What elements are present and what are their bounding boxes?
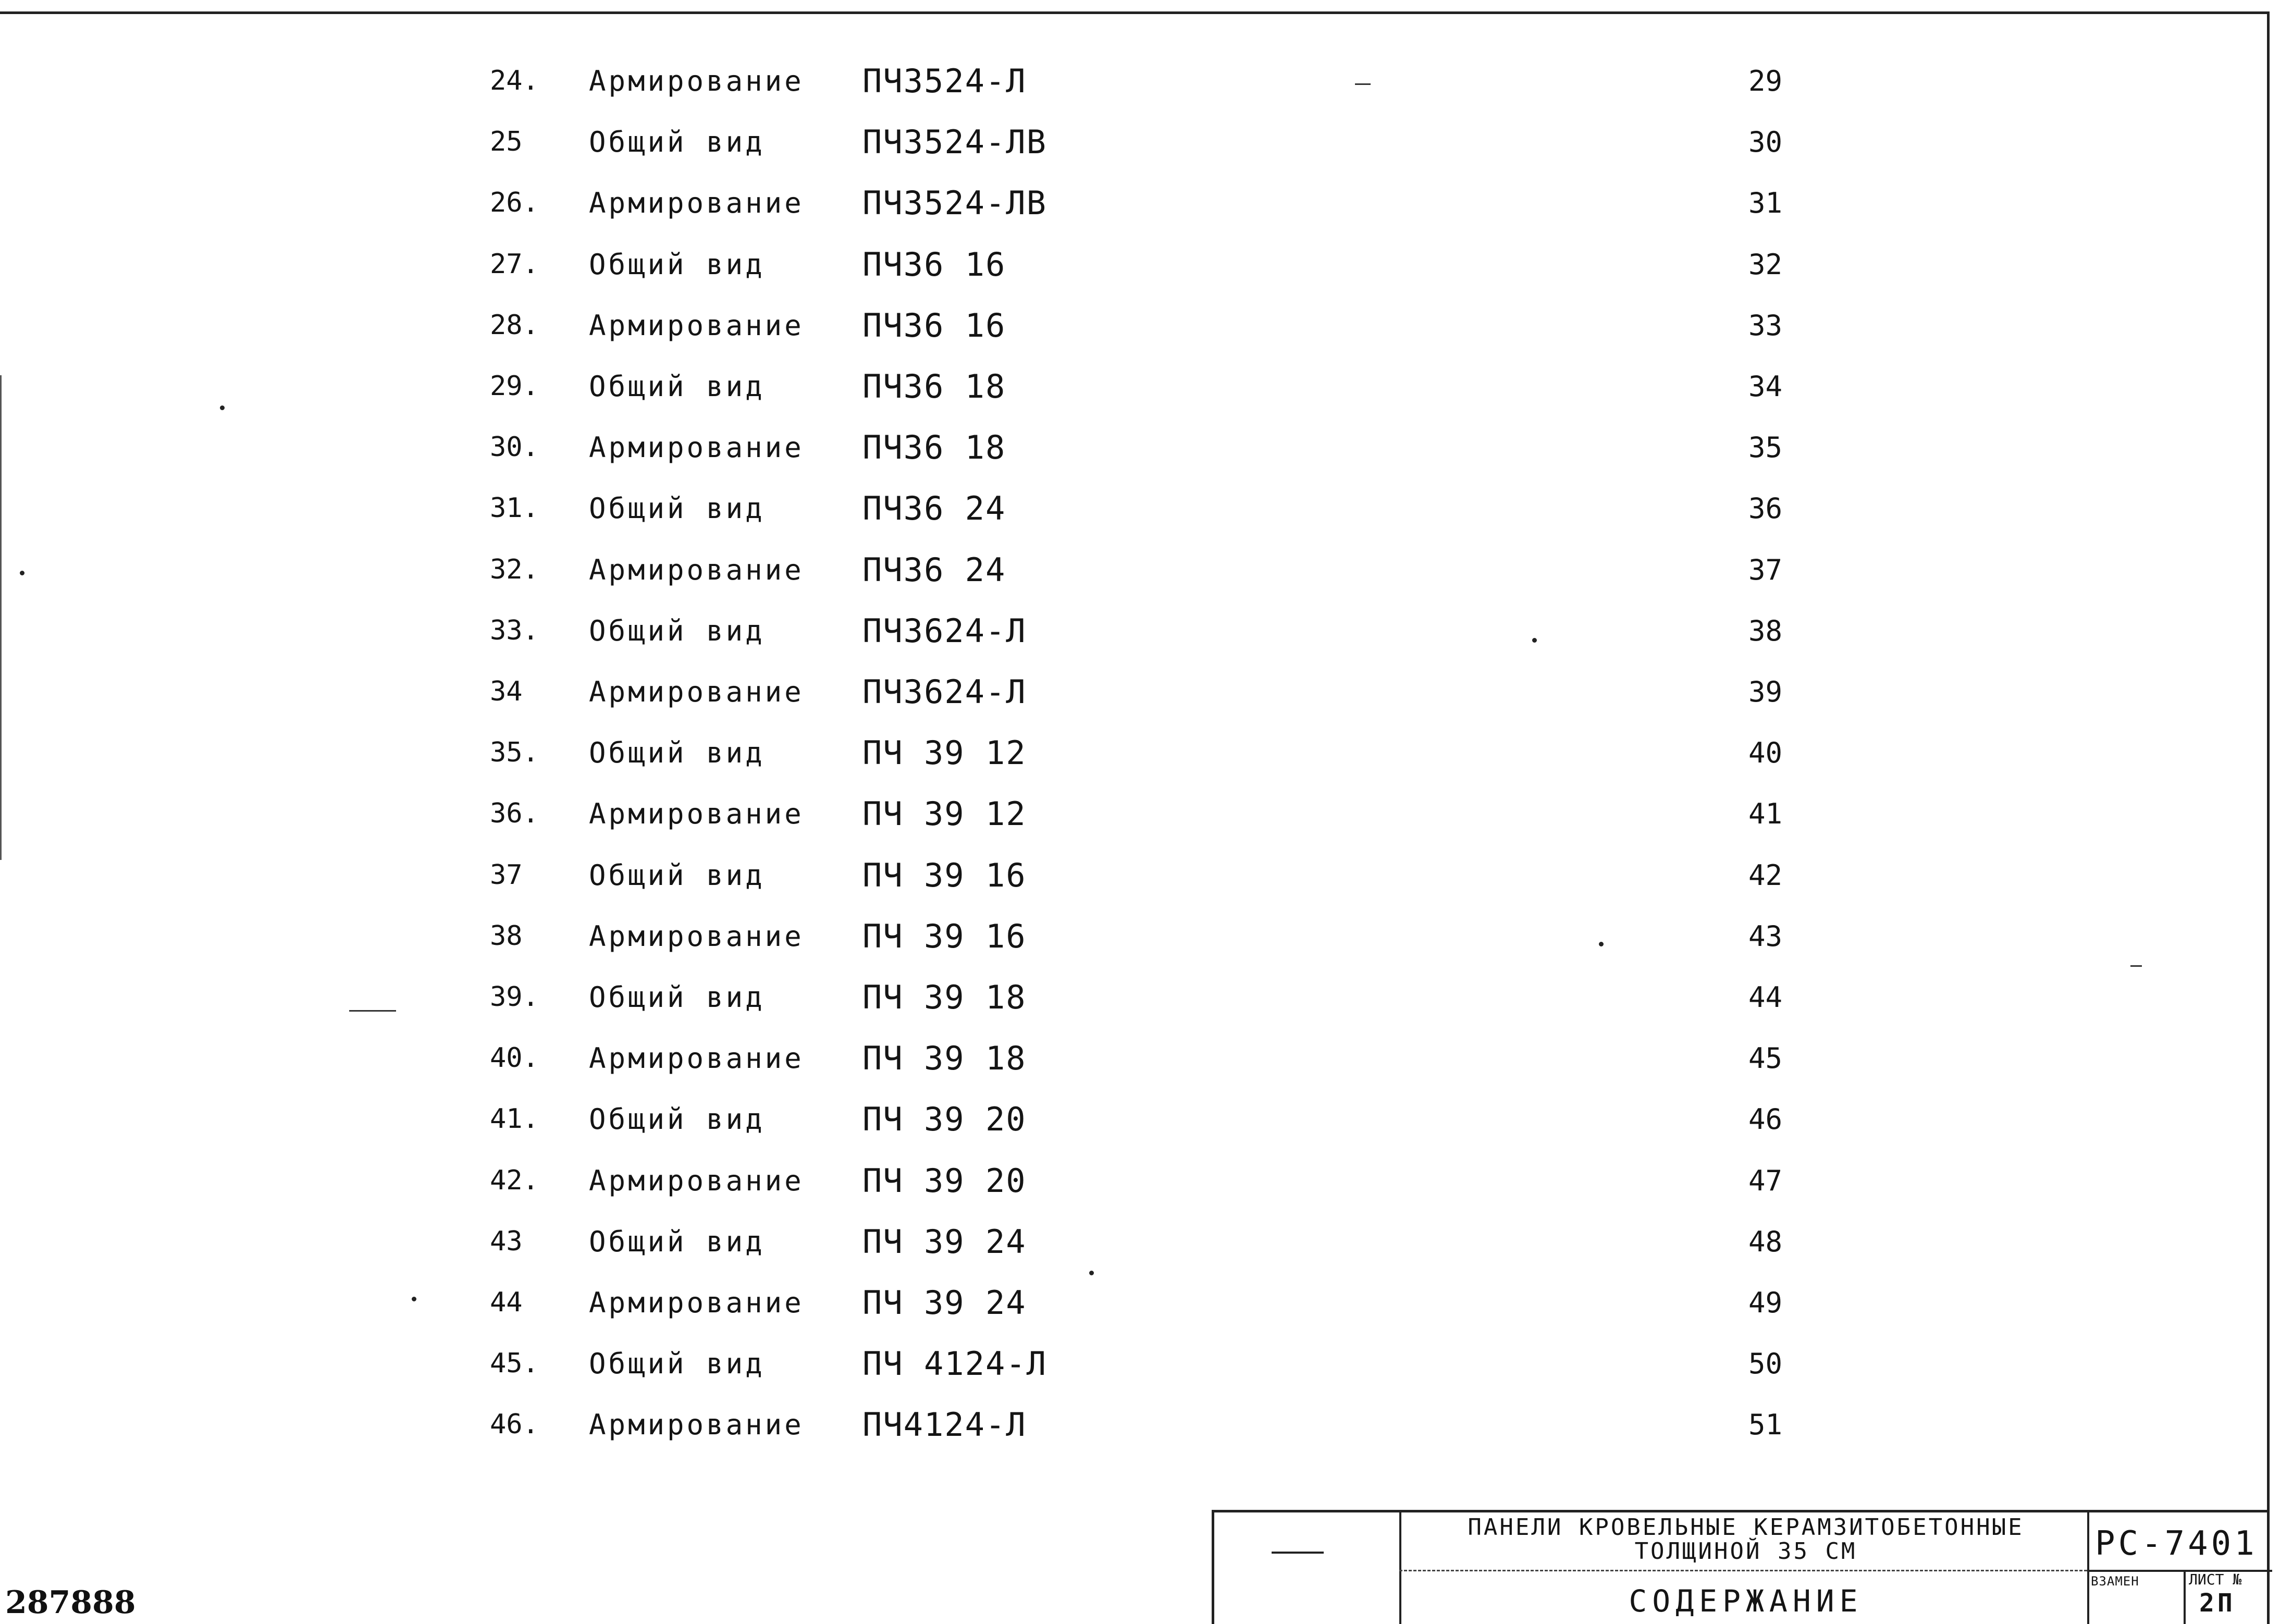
toc-item-title: Армирование xyxy=(589,187,804,219)
toc-item-title: Армирование xyxy=(589,797,804,830)
toc-item-mark: ПЧ36 18 xyxy=(862,367,1006,405)
toc-item-page: 50 xyxy=(1748,1347,1783,1380)
toc-item-page: 48 xyxy=(1748,1225,1783,1258)
title-block-dash xyxy=(1272,1552,1324,1554)
toc-item-page: 40 xyxy=(1748,736,1783,769)
toc-item-mark: ПЧ 39 12 xyxy=(862,734,1027,772)
toc-item-page: 38 xyxy=(1748,614,1783,647)
toc-item-number: 28. xyxy=(490,310,539,341)
toc-row xyxy=(0,1028,2280,1089)
toc-item-mark: ПЧ 39 20 xyxy=(862,1100,1027,1138)
toc-item-mark: ПЧ 39 18 xyxy=(862,1039,1027,1077)
toc-item-page: 35 xyxy=(1748,431,1783,464)
toc-item-page: 33 xyxy=(1748,309,1783,342)
toc-row xyxy=(0,906,2280,967)
toc-item-number: 39. xyxy=(490,981,539,1013)
toc-row xyxy=(0,600,2280,661)
toc-item-mark: ПЧ36 16 xyxy=(862,306,1006,345)
toc-item-number: 24. xyxy=(490,65,539,96)
toc-item-page: 47 xyxy=(1748,1164,1783,1197)
toc-item-number: 35. xyxy=(490,737,539,768)
document-title-line-1: ПАНЕЛИ КРОВЕЛЬНЫЕ КЕРАМЗИТОБЕТОННЫЕ xyxy=(1468,1514,2024,1541)
scan-speck xyxy=(20,571,24,575)
toc-row xyxy=(0,112,2280,173)
toc-item-mark: ПЧ4124-Л xyxy=(862,1406,1027,1444)
toc-item-mark: ПЧ3524-ЛВ xyxy=(862,184,1047,222)
toc-item-number: 36. xyxy=(490,798,539,829)
toc-row xyxy=(0,661,2280,722)
toc-item-page: 45 xyxy=(1748,1042,1783,1075)
toc-row xyxy=(0,967,2280,1028)
toc-row xyxy=(0,1272,2280,1333)
toc-item-mark: ПЧ3624-Л xyxy=(862,673,1027,711)
toc-item-mark: ПЧ36 18 xyxy=(862,428,1006,466)
toc-row xyxy=(0,1150,2280,1211)
document-title xyxy=(1407,1516,2085,1564)
toc-item-title: Армирование xyxy=(589,920,804,953)
title-block xyxy=(1212,1510,2270,1624)
toc-item-title: Общий вид xyxy=(589,126,765,158)
toc-item-mark: ПЧ36 16 xyxy=(862,245,1006,284)
toc-item-number: 29. xyxy=(490,371,539,402)
toc-item-title: Армирование xyxy=(589,1286,804,1319)
toc-item-page: 29 xyxy=(1748,65,1783,97)
toc-item-number: 45. xyxy=(490,1348,539,1379)
scan-speck xyxy=(1532,638,1537,643)
toc-item-number: 44 xyxy=(490,1287,523,1318)
section-title: СОДЕРЖАНИЕ xyxy=(1629,1583,1863,1619)
toc-item-title: Армирование xyxy=(589,309,804,342)
toc-item-mark: ПЧ36 24 xyxy=(862,551,1006,589)
toc-item-title: Армирование xyxy=(589,65,804,97)
toc-item-title: Общий вид xyxy=(589,1103,765,1136)
toc-item-title: Армирование xyxy=(589,431,804,464)
archive-stamp-number: 287888 xyxy=(5,1584,136,1621)
toc-item-page: 42 xyxy=(1748,859,1783,892)
toc-item-mark: ПЧ 39 16 xyxy=(862,917,1027,955)
toc-item-page: 49 xyxy=(1748,1286,1783,1319)
toc-row xyxy=(0,845,2280,906)
toc-item-number: 27. xyxy=(490,249,539,280)
toc-item-mark: ПЧ36 24 xyxy=(862,489,1006,527)
toc-item-mark: ПЧ3524-ЛВ xyxy=(862,123,1047,161)
scan-speck xyxy=(220,405,225,410)
toc-row xyxy=(0,51,2280,112)
title-block-divider xyxy=(2184,1570,2186,1624)
toc-row xyxy=(0,234,2280,295)
toc-item-page: 41 xyxy=(1748,797,1783,830)
toc-item-title: Общий вид xyxy=(589,492,765,525)
scan-mark xyxy=(1355,83,1371,85)
document-code: РС-7401 xyxy=(2095,1524,2258,1563)
toc-item-title: Армирование xyxy=(589,675,804,708)
toc-row xyxy=(0,417,2280,478)
scan-speck xyxy=(1599,942,1604,946)
toc-row xyxy=(0,783,2280,844)
toc-item-number: 46. xyxy=(490,1409,539,1440)
toc-row xyxy=(0,722,2280,783)
toc-item-title: Общий вид xyxy=(589,736,765,769)
toc-item-title: Общий вид xyxy=(589,859,765,892)
toc-item-mark: ПЧ 39 24 xyxy=(862,1284,1027,1322)
toc-row xyxy=(0,295,2280,356)
toc-item-number: 32. xyxy=(490,554,539,585)
toc-item-title: Общий вид xyxy=(589,614,765,647)
toc-row xyxy=(0,356,2280,417)
toc-item-number: 30. xyxy=(490,432,539,463)
toc-item-title: Армирование xyxy=(589,1164,804,1197)
toc-item-page: 44 xyxy=(1748,981,1783,1014)
toc-item-title: Общий вид xyxy=(589,1347,765,1380)
toc-item-title: Армирование xyxy=(589,1408,804,1441)
toc-row xyxy=(0,173,2280,233)
replace-label: ВЗАМЕН xyxy=(2091,1574,2139,1589)
sheet-number: 2П xyxy=(2199,1589,2236,1618)
toc-item-title: Армирование xyxy=(589,553,804,586)
toc-row xyxy=(0,1333,2280,1394)
toc-row xyxy=(0,1394,2280,1455)
toc-item-mark: ПЧ3524-Л xyxy=(862,62,1027,100)
toc-row xyxy=(0,478,2280,539)
toc-item-number: 41. xyxy=(490,1103,539,1135)
toc-item-number: 26. xyxy=(490,187,539,218)
toc-item-number: 42. xyxy=(490,1165,539,1196)
toc-item-page: 36 xyxy=(1748,492,1783,525)
scan-speck xyxy=(412,1297,416,1301)
toc-item-number: 33. xyxy=(490,615,539,646)
toc-row xyxy=(0,539,2280,600)
toc-item-page: 30 xyxy=(1748,126,1783,158)
toc-item-page: 51 xyxy=(1748,1408,1783,1441)
toc-item-mark: ПЧ 39 16 xyxy=(862,856,1027,894)
toc-item-page: 34 xyxy=(1748,370,1783,403)
title-block-divider xyxy=(1399,1570,2087,1571)
sheet-label: ЛИСТ № xyxy=(2189,1571,2242,1588)
toc-item-number: 40. xyxy=(490,1042,539,1074)
scan-speck xyxy=(1089,1271,1094,1275)
title-block-divider xyxy=(1399,1512,1401,1624)
toc-item-title: Общий вид xyxy=(589,370,765,403)
toc-item-mark: ПЧ 39 12 xyxy=(862,795,1027,833)
toc-item-page: 39 xyxy=(1748,675,1783,708)
toc-item-page: 43 xyxy=(1748,920,1783,953)
toc-item-mark: ПЧ 39 24 xyxy=(862,1223,1027,1261)
scan-mark xyxy=(349,1010,396,1012)
toc-item-title: Армирование xyxy=(589,1042,804,1075)
toc-item-title: Общий вид xyxy=(589,981,765,1014)
title-block-divider xyxy=(2087,1512,2089,1624)
toc-item-title: Общий вид xyxy=(589,248,765,281)
toc-item-title: Общий вид xyxy=(589,1225,765,1258)
toc-item-number: 34 xyxy=(490,676,523,707)
toc-item-page: 37 xyxy=(1748,553,1783,586)
toc-row xyxy=(0,1089,2280,1150)
toc-item-page: 46 xyxy=(1748,1103,1783,1136)
toc-item-number: 25 xyxy=(490,126,523,157)
toc-item-number: 31. xyxy=(490,493,539,524)
toc-row xyxy=(0,1211,2280,1272)
scan-mark xyxy=(2130,965,2142,967)
toc-item-page: 31 xyxy=(1748,187,1783,219)
toc-item-mark: ПЧ 39 18 xyxy=(862,978,1027,1016)
toc-item-page: 32 xyxy=(1748,248,1783,281)
toc-item-number: 43 xyxy=(490,1226,523,1257)
toc-item-mark: ПЧ3624-Л xyxy=(862,612,1027,650)
toc-item-mark: ПЧ 39 20 xyxy=(862,1162,1027,1200)
toc-item-mark: ПЧ 4124-Л xyxy=(862,1345,1047,1383)
toc-item-number: 38 xyxy=(490,920,523,952)
toc-item-number: 37 xyxy=(490,859,523,891)
document-title-line-2: ТОЛЩИНОЙ 35 СМ xyxy=(1634,1538,1857,1565)
